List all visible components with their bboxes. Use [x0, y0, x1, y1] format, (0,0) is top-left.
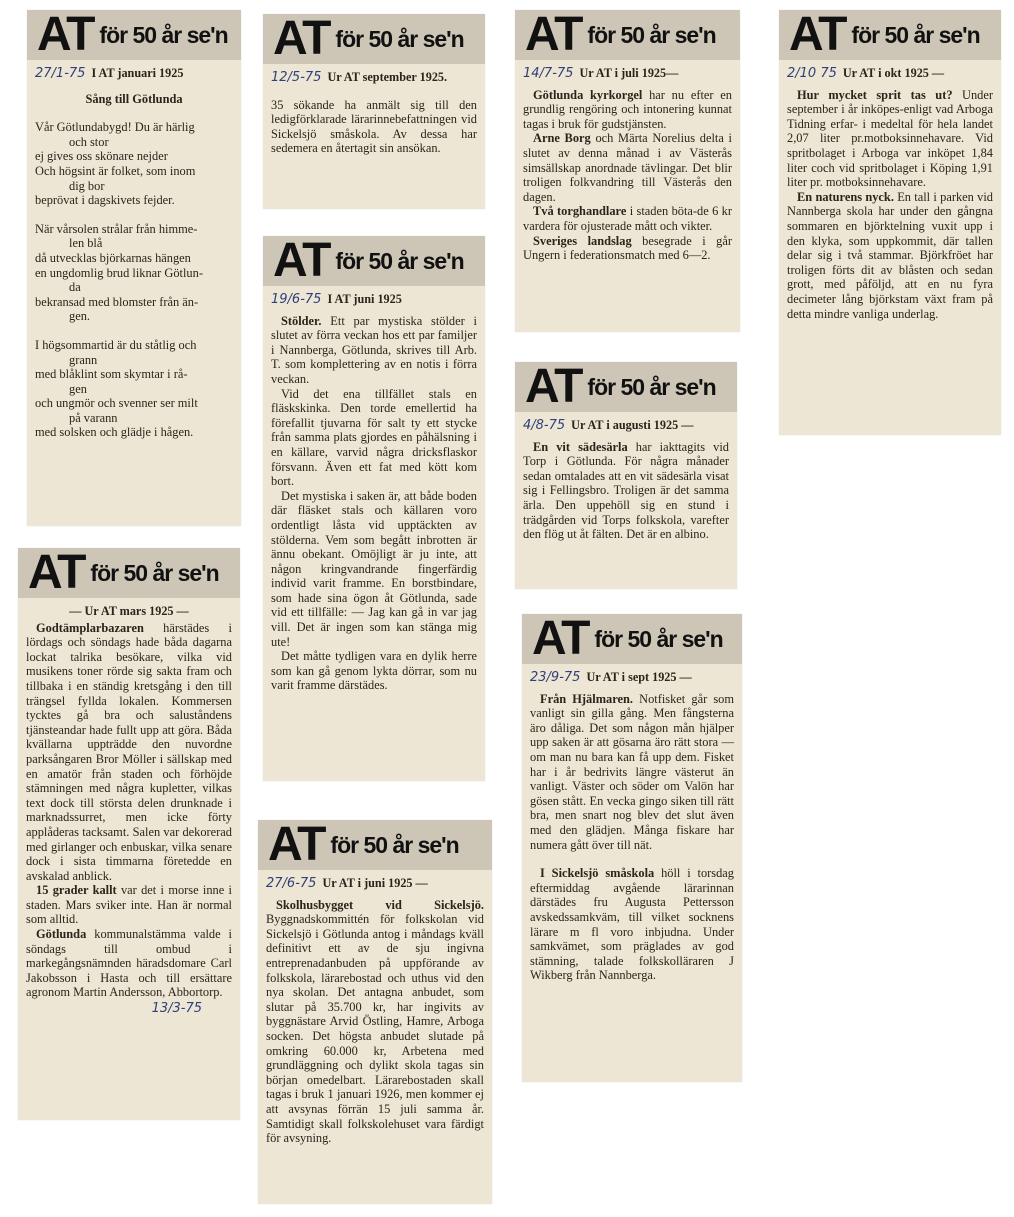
poem-line: beprövat i dagskivets fejder.	[35, 193, 175, 208]
paragraph-lead: I Sickelsjö småskola	[540, 866, 655, 881]
source-line: Ur AT i sept 1925 —	[586, 670, 692, 684]
article-paragraph	[271, 489, 477, 650]
banner-subtitle: för 50 år se'n	[851, 21, 980, 48]
clipping-okt-1925	[779, 10, 1001, 435]
poem-line: gen.	[69, 309, 90, 324]
poem-line: Vår Götlundabygd! Du är härlig	[35, 120, 195, 135]
paragraph-lead: Sveriges landslag	[533, 233, 632, 248]
poem-stanza	[35, 120, 233, 208]
article-paragraph	[271, 387, 477, 489]
paragraph-lead: Arne Borg	[533, 131, 591, 146]
paragraph-text: har iakttagits vid Torp i Götlunda. För några månader sedan omtalades att en vit sädesärla visat sig i Fellingsbro. Troligen är det samma ärla. Den uppehöll sig en stund i trädgården vid Torps folkskola, varefter den flög ut åt fälten. Det är en albino.	[523, 439, 729, 542]
clipping-aug-1925	[515, 362, 737, 589]
poem-line: len blå	[69, 236, 103, 251]
article-paragraph	[523, 234, 732, 263]
article-paragraph	[26, 621, 232, 884]
poem-line: gen	[69, 381, 87, 396]
article-paragraph	[523, 88, 732, 132]
paragraph-text: har nu efter en grundlig rengöring och intonering kunnat tagas i bruk för gudstjänsten.	[523, 87, 732, 131]
clipping-jul-1925	[515, 10, 740, 332]
poem-line: dig bor	[69, 178, 105, 193]
paragraph-text: Under september i år inköpes-enligt vad Arboga Tidning erfar- i medeltal för hela landet 2,07 liter pr.motboksinnehavare. Vid spritbolaget i Arboga var inköpet 1,84 liter coch vid spritbolaget i Köping 1,91 liter pr. motboksinnehavare.	[787, 87, 993, 190]
article-paragraph	[26, 927, 232, 1000]
banner-subtitle: för 50 år se'n	[587, 21, 716, 48]
article-paragraph	[787, 190, 993, 321]
paragraph-text: kommunalstämma valde i söndags till ombud i markegångsnämnden häradsdomare Carl Jakobsson i Hasta och till ersättare agronom Martin Andersson, Abbortorp.	[26, 927, 232, 1000]
banner-subtitle: för 50 år se'n	[587, 373, 716, 400]
poem-line: på varann	[69, 410, 118, 425]
handwritten-date: 27/1-75	[35, 66, 86, 81]
article-text: 35 sökande ha anmält sig till den ledigförklarade lärarinnebefattningen vid Sickelsjö småskola. Av dessa har sedemera en återtagit sin ansökan.	[271, 97, 477, 156]
dateline	[523, 418, 729, 434]
article-paragraph	[271, 649, 477, 693]
clipping-jun-1925-b	[258, 820, 492, 1204]
handwritten-date: 27/6-75	[266, 876, 317, 891]
source-line: Ur AT i okt 1925 —	[842, 66, 945, 80]
handwritten-date: 12/5-75	[271, 70, 322, 85]
article-paragraph	[530, 692, 734, 853]
paragraph-text: Det måtte tydligen vara en dylik herre som kan gå genom lykta dörrar, som nu varit framme därstädes.	[271, 649, 477, 693]
paragraph-text: Ett par mystiska stölder i slutet av förra veckan hos ett par familjer i Nannberga, Götlunda, skrives till Arb. T. som komplettering av en notis i förra veckan.	[271, 313, 477, 386]
poem-title: Sång till Götlunda	[85, 91, 183, 106]
article-paragraph	[523, 440, 729, 542]
clipping-sep-1925-a	[263, 14, 485, 209]
article-paragraph	[787, 88, 993, 190]
poem-line: Och högsint är folket, som inom	[35, 163, 196, 178]
at-logo: AT	[789, 10, 846, 60]
at-logo: AT	[273, 14, 330, 64]
banner-subtitle: för 50 år se'n	[90, 559, 219, 586]
paragraph-lead: 15 grader kallt	[36, 883, 117, 898]
paragraph-text: var det i morse inne i staden. Mars sviker inte. Han är normal som alltid.	[26, 883, 232, 927]
paragraph-lead: Götlunda kyrkorgel	[533, 87, 643, 102]
paragraph-lead: Skolhusbygget vid Sickelsjö.	[276, 897, 484, 912]
article-paragraph	[266, 898, 484, 1146]
poem-line: då utvecklas björkarnas hängen	[35, 250, 191, 265]
poem-line: da	[69, 280, 81, 295]
at-logo: AT	[525, 10, 582, 60]
paragraph-lead: Hur mycket sprit tas ut?	[797, 87, 953, 102]
poem-line: I högsommartid är du ståtlig och	[35, 337, 197, 352]
clipping-banner	[515, 362, 737, 412]
paragraph-lead: Stölder.	[281, 313, 322, 328]
article-body	[271, 314, 477, 693]
poem-line: ej gives oss skönare nejder	[35, 149, 168, 164]
article-paragraph	[523, 131, 732, 204]
banner-subtitle: för 50 år se'n	[99, 21, 228, 48]
clipping-jan-1925	[27, 10, 241, 526]
handwritten-date: 4/8-75	[523, 418, 566, 433]
banner-subtitle: för 50 år se'n	[330, 831, 459, 858]
poem-line: och stor	[69, 134, 109, 149]
article-paragraph	[26, 883, 232, 927]
poem-line: med solsken och glädje i hågen.	[35, 425, 194, 440]
paragraph-text: Det mystiska i saken är, att både boden där fläsket stals och källaren voro ordentligt låsta vid upptäckten av stölderna. Vem som begått inbrotten är ännu obekant. Omöjligt är ju inte, att någon kringvandrande fingerfärdig individ varit framme. En borstbindare, som hade sina ögon åt Götlunda, sade vid ett tillfälle: — Jag kan gå in var jag vill. Det är ingen som kan stänga mig ute!	[271, 488, 477, 649]
dateline	[271, 70, 477, 86]
handwritten-date: 2/10 75	[787, 66, 837, 81]
handwritten-date: 19/6-75	[271, 292, 322, 307]
clipping-banner	[18, 548, 240, 598]
poem-line: en ungdomlig brud liknar Götlun-	[35, 265, 203, 280]
dateline	[266, 876, 484, 892]
clipping-banner	[258, 820, 492, 870]
paragraph-lead: Två torghandlare	[533, 204, 627, 219]
clipping-mar-1925	[18, 548, 240, 1120]
at-logo: AT	[37, 10, 94, 60]
source-line: Ur AT i juli 1925—	[579, 66, 679, 80]
paragraph-lead: Götlunda	[36, 927, 87, 942]
at-logo: AT	[28, 548, 85, 598]
clipping-banner	[779, 10, 1001, 60]
handwritten-date: 13/3-75	[151, 1001, 202, 1017]
clipping-banner	[263, 236, 485, 286]
banner-subtitle: för 50 år se'n	[335, 25, 464, 52]
article-body	[787, 88, 993, 322]
at-logo: AT	[273, 236, 330, 286]
handwritten-date: 14/7-75	[523, 66, 574, 81]
poem-stanza	[35, 222, 233, 324]
dateline	[35, 66, 233, 82]
source-line: I AT juni 1925	[327, 292, 402, 306]
paragraph-lead: Godtämplarbazaren	[36, 620, 144, 635]
at-logo: AT	[268, 820, 325, 870]
article-paragraph	[271, 314, 477, 387]
article-paragraph	[530, 866, 734, 983]
banner-subtitle: för 50 år se'n	[335, 247, 464, 274]
poem-line: När vårsolen strålar från himme-	[35, 221, 198, 236]
poem-stanza	[35, 338, 233, 440]
paragraph-lead: Från Hjälmaren.	[540, 691, 633, 706]
clipping-banner	[27, 10, 241, 60]
source-line: Ur AT september 1925.	[327, 70, 448, 84]
article-body	[530, 692, 734, 983]
banner-subtitle: för 50 år se'n	[594, 625, 723, 652]
poem-line: med blåklint som skymtar i rå-	[35, 367, 188, 382]
dateline	[530, 670, 734, 686]
paragraph-text: i staden böta-de 6 kr vardera för ojusterade mått och vikter.	[523, 204, 732, 233]
poem-line: och ungmör och svenner ser milt	[35, 396, 198, 411]
paragraph-text: höll i torsdag eftermiddag avgående lärarinnan därstädes fru Augusta Pettersson avskedssamkväm, till vilket socknens lärare m fl voro inbjudna. Under samkvämet, som präglades av god stämning, talade folkskolläraren J Wikberg från Nannberga.	[530, 866, 734, 983]
paragraph-text: Notfisket går som vanligt sin gilla gång. Men fångsterna äro dåliga. Det som någon mån hjälper upp saken är att gösarna äro rätt stora — om man nu bara kan få upp dem. Fisket har i år bedrivits längre västerut än vanligt. Väster och söder om Valön har gösen stått. En vecka gingo siken till rätt bra, men snart nog blev det slut även med den glädjen. Många fiskare har numera gått över till nät.	[530, 691, 734, 852]
clipping-jun-1925-a	[263, 236, 485, 781]
paragraph-lead: En naturens nyck.	[797, 189, 894, 204]
paragraph-text: härstädes i lördags och söndags hade båda dagarna lockat talrika besökare, vilka vid musikens toner rörde sig sakta fram och tillbaka i en ständig kretsgång i den till trängsel fyllda lokalen. Kommersen tycktes gå bra och saluståndens tjänsteandar hade fullt upp att göra. Båda kvällarna uppträdde den nuvordne parksångaren Bror Möller i sällskap med en amatör från staden och förhöjde stämningen med några kupletter, vilkas text dock till största delen drunknade i marknadssurret, men icke förty applåderas tacksamt. Salen var dekorerad med girlanger och enbuskar, vilka senare dock i sista timmarna företedde en avskalad anblick.	[26, 620, 232, 883]
dateline	[787, 66, 993, 82]
clipping-sep-1925-b	[522, 614, 742, 1082]
paragraph-text: Byggnadskommittén för folkskolan vid Sickelsjö i Götlunda antog i måndags kväll definitivt ett av de sju ingivna entreprenadanbuden på uppförande av folkskola, lärarebostad och uthus vid den nya skolan. Det antagna anbudet, som slutar på 35.700 kr, har ingivits av byggnästare Arvid Östling, Hamre, Arboga socken. Det högsta anbudet slutade på omkring 60.000 kr, Arbetena med grundläggning och dylikt skola tagas sin början omedelbart. Lärarebostaden skall tagas i bruk 1 januari 1926, men kommer ej att avsynas förrän 15 juli samma år. Samtidigt skall folkskolehuset vara färdigt för avsyning.	[266, 912, 484, 1146]
poem-line: bekransad med blomster från än-	[35, 294, 199, 309]
clipping-banner	[515, 10, 740, 60]
article-body	[523, 440, 729, 542]
source-line: — Ur AT mars 1925 —	[69, 604, 189, 618]
poem-body	[35, 120, 233, 440]
article-body	[523, 88, 732, 263]
source-line: Ur AT i augusti 1925 —	[571, 418, 694, 432]
source-line: I AT januari 1925	[91, 66, 184, 80]
source-line: Ur AT i juni 1925 —	[322, 876, 428, 890]
clipping-banner	[522, 614, 742, 664]
article-body	[266, 898, 484, 1146]
paragraph-text: besegrade i går Ungern i federationsmatch med 6—2.	[523, 233, 732, 263]
paragraph-text: och Märta Norelius delta i slutet av denna månad i av Västerås simsällskap anordnade tävlingar. Det blir troligen folkvandring till Västerås den dagen.	[523, 131, 732, 204]
handwritten-date: 23/9-75	[530, 670, 581, 685]
poem-line: grann	[69, 352, 98, 367]
paragraph-lead: En vit sädesärla	[533, 439, 628, 454]
paragraph-text: En tall i parken vid Nannberga skola har under den gångna sommaren en björktelning vuxit upp i den klyka, som uppkommit, där tallen delar sig i två stammar. Björkfröet har troligen förts dit av blåsten och sedan grott, med påföljd, att en nu fyra decimeter lång björkstam växt fram på detta mindre vanliga underlag.	[787, 189, 993, 321]
article-body	[26, 621, 232, 1000]
article-paragraph	[523, 204, 732, 233]
at-logo: AT	[532, 614, 589, 664]
dateline	[271, 292, 477, 308]
at-logo: AT	[525, 362, 582, 412]
clipping-banner	[263, 14, 485, 64]
paragraph-text: Vid det ena tillfället stals en fläskskinka. Den torde emellertid ha förefallit tjuvarna för salt ty ett stycke från samma plats gjordes en påhälsning i en källare, varvid några dricksflaskor försvann. Även ett fat med kött kom bort.	[271, 386, 477, 489]
dateline	[523, 66, 732, 82]
